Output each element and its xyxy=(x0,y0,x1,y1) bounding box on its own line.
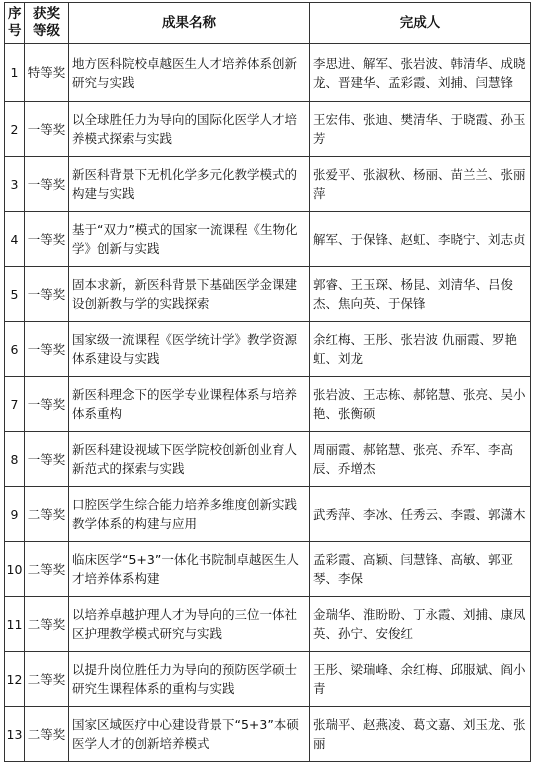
row-achievement-name: 固本求新，新医科背景下基础医学金课建设创新教与学的实践探索 xyxy=(69,267,310,322)
row-achievement-name: 口腔医学生综合能力培养多维度创新实践教学体系的构建与应用 xyxy=(69,487,310,542)
row-seq: 11 xyxy=(5,597,25,652)
row-seq: 8 xyxy=(5,432,25,487)
row-award: 一等奖 xyxy=(25,322,69,377)
awards-table-container xyxy=(4,2,530,762)
table-row xyxy=(5,597,531,652)
table-row xyxy=(5,267,531,322)
row-award: 特等奖 xyxy=(25,44,69,102)
row-award: 一等奖 xyxy=(25,157,69,212)
header-award: 获奖等级 xyxy=(25,3,69,44)
row-achievement-name: 地方医科院校卓越医生人才培养体系创新研究与实践 xyxy=(69,44,310,102)
table-row xyxy=(5,157,531,212)
row-award: 一等奖 xyxy=(25,432,69,487)
row-seq: 4 xyxy=(5,212,25,267)
row-award: 一等奖 xyxy=(25,377,69,432)
table-row xyxy=(5,652,531,707)
row-people: 张瑞平、赵燕凌、葛文嘉、刘玉龙、张丽 xyxy=(310,707,531,762)
row-award: 二等奖 xyxy=(25,652,69,707)
row-award: 二等奖 xyxy=(25,707,69,762)
header-seq: 序号 xyxy=(5,3,25,44)
row-people: 周丽霞、郝铭慧、张亮、乔军、李高辰、乔增杰 xyxy=(310,432,531,487)
table-row xyxy=(5,377,531,432)
row-achievement-name: 新医科背景下无机化学多元化教学模式的构建与实践 xyxy=(69,157,310,212)
row-people: 张爱平、张淑秋、杨丽、苗兰兰、张丽萍 xyxy=(310,157,531,212)
row-people: 李思进、解军、张岩波、韩清华、成晓龙、晋建华、孟彩霞、刘捕、闫慧锋 xyxy=(310,44,531,102)
row-seq: 5 xyxy=(5,267,25,322)
table-row xyxy=(5,432,531,487)
row-people: 孟彩霞、高颖、闫慧锋、高敏、郭亚琴、李保 xyxy=(310,542,531,597)
row-seq: 13 xyxy=(5,707,25,762)
row-achievement-name: 以提升岗位胜任力为导向的预防医学硕士研究生课程体系的重构与实践 xyxy=(69,652,310,707)
row-achievement-name: 以培养卓越护理人才为导向的三位一体社区护理教学模式研究与实践 xyxy=(69,597,310,652)
row-people: 武秀萍、李冰、任秀云、李霞、郭潇木 xyxy=(310,487,531,542)
row-seq: 12 xyxy=(5,652,25,707)
row-achievement-name: 国家级一流课程《医学统计学》教学资源体系建设与实践 xyxy=(69,322,310,377)
row-award: 一等奖 xyxy=(25,102,69,157)
row-people: 余红梅、王彤、张岩波 仇丽霞、罗艳虹、刘龙 xyxy=(310,322,531,377)
row-seq: 7 xyxy=(5,377,25,432)
table-row xyxy=(5,707,531,762)
row-achievement-name: 新医科建设视域下医学院校创新创业育人新范式的探索与实践 xyxy=(69,432,310,487)
table-row xyxy=(5,322,531,377)
table-row xyxy=(5,44,531,102)
row-seq: 2 xyxy=(5,102,25,157)
row-seq: 9 xyxy=(5,487,25,542)
row-award: 二等奖 xyxy=(25,487,69,542)
row-award: 一等奖 xyxy=(25,267,69,322)
row-achievement-name: 新医科理念下的医学专业课程体系与培养体系重构 xyxy=(69,377,310,432)
row-people: 王宏伟、张迪、樊清华、于晓霞、孙玉芳 xyxy=(310,102,531,157)
row-award: 一等奖 xyxy=(25,212,69,267)
header-name: 成果名称 xyxy=(69,3,310,44)
table-header-row xyxy=(5,3,531,44)
header-people: 完成人 xyxy=(310,3,531,44)
row-seq: 10 xyxy=(5,542,25,597)
row-award: 二等奖 xyxy=(25,597,69,652)
awards-table xyxy=(4,2,531,762)
row-achievement-name: 临床医学“5+3”一体化书院制卓越医生人才培养体系构建 xyxy=(69,542,310,597)
row-seq: 3 xyxy=(5,157,25,212)
row-achievement-name: 以全球胜任力为导向的国际化医学人才培养模式探索与实践 xyxy=(69,102,310,157)
row-achievement-name: 基于“双力”模式的国家一流课程《生物化学》创新与实践 xyxy=(69,212,310,267)
row-seq: 6 xyxy=(5,322,25,377)
row-people: 郭睿、王玉琛、杨昆、刘清华、吕俊杰、焦向英、于保锋 xyxy=(310,267,531,322)
table-row xyxy=(5,542,531,597)
row-seq: 1 xyxy=(5,44,25,102)
row-people: 王彤、梁瑞峰、余红梅、邱服斌、阎小青 xyxy=(310,652,531,707)
table-row xyxy=(5,102,531,157)
table-row xyxy=(5,487,531,542)
row-people: 金瑞华、淮盼盼、丁永霞、刘捕、康凤英、孙宁、安俊红 xyxy=(310,597,531,652)
row-people: 张岩波、王志栋、郝铭慧、张亮、吴小艳、张衡硕 xyxy=(310,377,531,432)
table-row xyxy=(5,212,531,267)
row-award: 二等奖 xyxy=(25,542,69,597)
row-people: 解军、于保锋、赵虹、李晓宁、刘志贞 xyxy=(310,212,531,267)
row-achievement-name: 国家区域医疗中心建设背景下“5+3”本硕医学人才的创新培养模式 xyxy=(69,707,310,762)
